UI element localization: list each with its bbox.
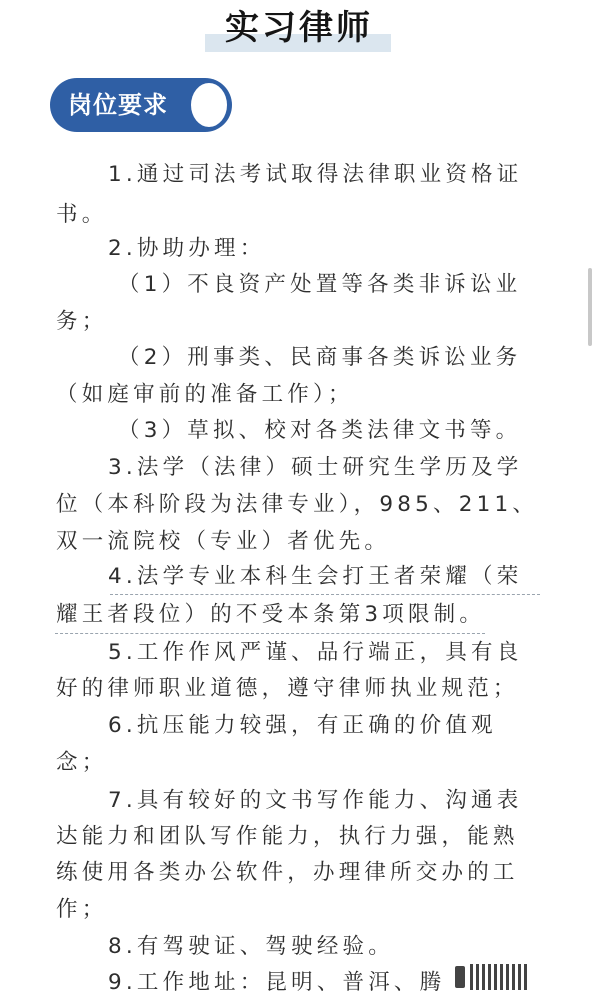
requirement-line: 务； [56, 309, 108, 334]
requirement-line: 9.工作地址：昆明、普洱、腾 [108, 970, 446, 995]
requirement-line: （3）草拟、校对各类法律文书等。 [118, 418, 522, 443]
requirement-line: 作； [56, 897, 108, 922]
requirement-line: （如庭审前的准备工作）； [56, 382, 354, 407]
requirement-line: 4.法学专业本科生会打王者荣耀（荣 [108, 564, 523, 589]
toggle-knob [191, 83, 227, 127]
requirement-line: 7.具有较好的文书写作能力、沟通表 [108, 788, 523, 813]
scrollbar[interactable] [588, 268, 592, 346]
dashed-underline [55, 633, 485, 634]
requirement-line: （2）刑事类、民商事各类诉讼业务 [118, 345, 522, 370]
watermark-mark [470, 964, 530, 990]
requirement-line: 3.法学（法律）硕士研究生学历及学 [108, 455, 523, 480]
requirement-line: 8.有驾驶证、驾驶经验。 [108, 934, 394, 959]
requirement-line: 位（本科阶段为法律专业），985、211、 [56, 492, 539, 517]
requirement-line: 耀王者段位）的不受本条第3项限制。 [56, 602, 486, 627]
requirement-line: 6.抗压能力较强，有正确的价值观 [108, 713, 497, 738]
requirement-line: 好的律师职业道德，遵守律师执业规范； [56, 676, 519, 701]
requirement-line: 达能力和团队写作能力，执行力强，能熟 [56, 824, 519, 849]
section-toggle [50, 78, 232, 132]
requirement-line: 双一流院校（专业）者优先。 [56, 529, 391, 554]
requirement-line: 1.通过司法考试取得法律职业资格证 [108, 162, 523, 187]
requirement-line: 练使用各类办公软件，办理律所交办的工 [56, 860, 519, 885]
page-title: 实习律师 [225, 8, 373, 48]
section-label: 岗位要求 [68, 91, 168, 119]
requirement-line: 2.协助办理： [108, 236, 266, 261]
page-header [0, 6, 598, 56]
dashed-underline [110, 594, 540, 595]
requirement-line: 5.工作作风严谨、品行端正，具有良 [108, 640, 523, 665]
requirement-line: 书。 [56, 202, 108, 227]
watermark-mark [455, 966, 465, 988]
requirement-line: 念； [56, 750, 108, 775]
requirement-line: （1）不良资产处置等各类非诉讼业 [118, 272, 522, 297]
